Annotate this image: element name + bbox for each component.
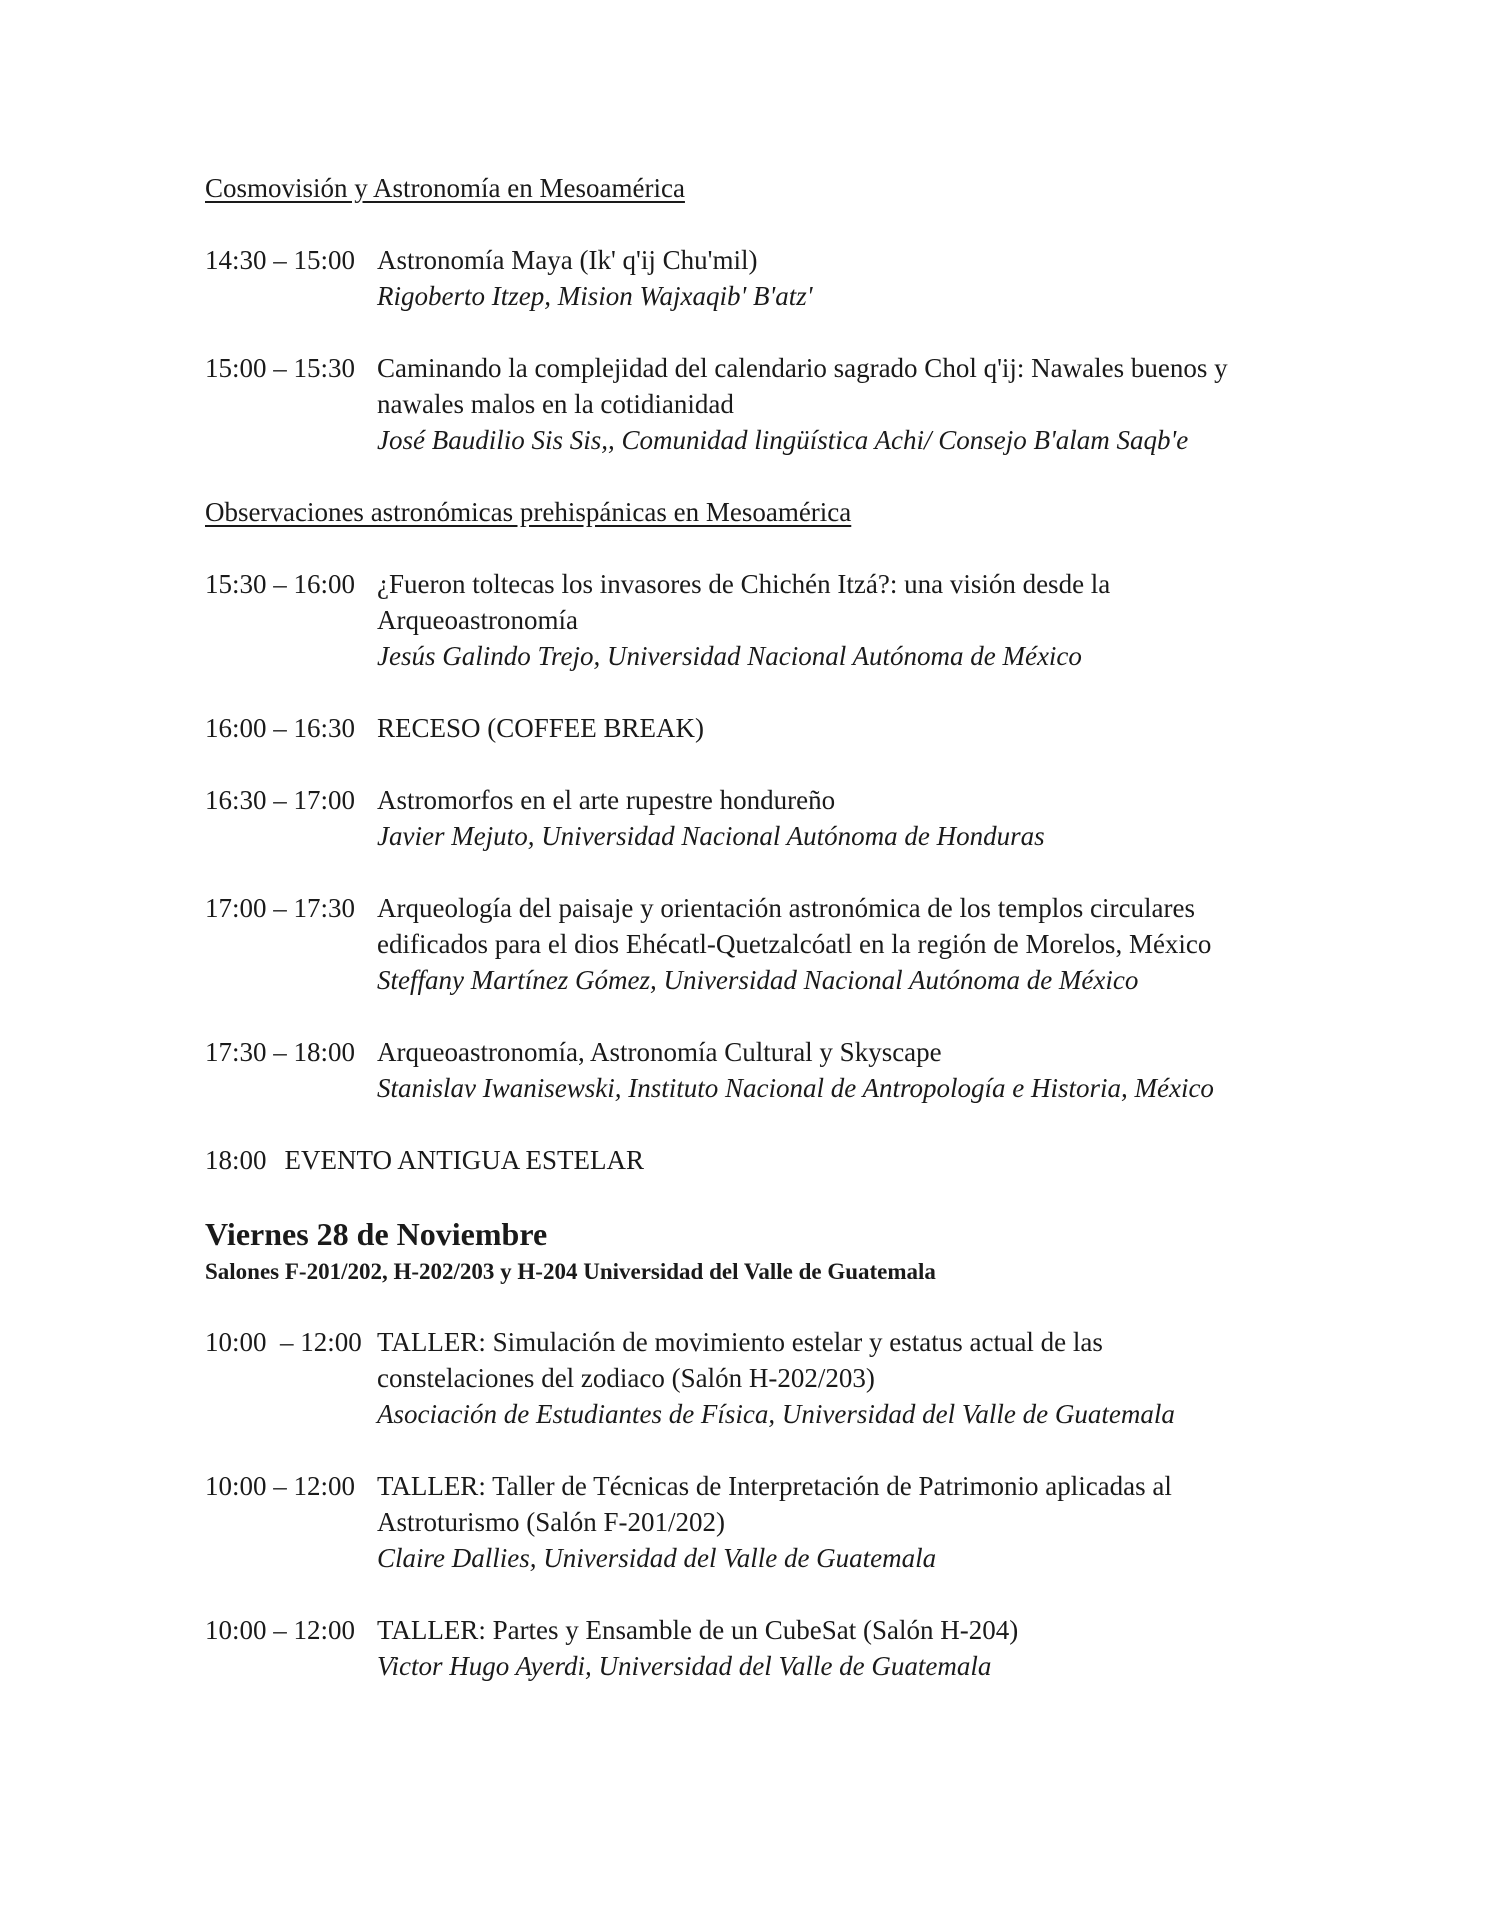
entry-title: TALLER: Taller de Técnicas de Interpretación de Patrimonio aplicadas al xyxy=(377,1471,1172,1501)
entry-title: TALLER: Simulación de movimiento estelar y estatus actual de las xyxy=(377,1327,1103,1357)
entry-title: Arqueoastronomía, Astronomía Cultural y Skyscape xyxy=(377,1037,942,1067)
entry-time: 17:00 – 17:30 xyxy=(205,893,356,923)
entry-speaker: José Baudilio Sis Sis,, Comunidad lingüística Achi/ Consejo B'alam Saqb'e xyxy=(377,425,1189,455)
program-entry xyxy=(205,782,1345,854)
entry-time: 15:00 – 15:30 xyxy=(205,353,356,383)
entry-time: 16:00 – 16:30 xyxy=(205,713,356,743)
day-title: Viernes 28 de Noviembre xyxy=(205,1216,548,1252)
entry-title: Astromorfos en el arte rupestre hondureño xyxy=(377,785,836,815)
entry-speaker: Asociación de Estudiantes de Física, Universidad del Valle de Guatemala xyxy=(377,1399,1175,1429)
entry-time: 16:30 – 17:00 xyxy=(205,785,356,815)
event-time: 18:00 xyxy=(205,1145,267,1175)
program-entry xyxy=(205,566,1345,674)
entry-title: Astroturismo (Salón F-201/202) xyxy=(377,1507,725,1537)
entry-body xyxy=(377,1324,1345,1432)
entry-title: edificados para el dios Ehécatl-Quetzalcóatl en la región de Morelos, México xyxy=(377,929,1212,959)
entry-speaker: Jesús Galindo Trejo, Universidad Nacional Autónoma de México xyxy=(377,641,1082,671)
entry-speaker: Rigoberto Itzep, Mision Wajxaqib' B'atz' xyxy=(377,281,813,311)
entry-speaker: Victor Hugo Ayerdi, Universidad del Valle de Guatemala xyxy=(377,1651,992,1681)
program-entry xyxy=(205,1612,1345,1684)
section-heading: Cosmovisión y Astronomía en Mesoamérica xyxy=(205,173,685,203)
day-location: Salones F-201/202, H-202/203 y H-204 Universidad del Valle de Guatemala xyxy=(205,1259,936,1284)
entry-time: 14:30 – 15:00 xyxy=(205,245,356,275)
entry-body xyxy=(377,1034,1345,1106)
entry-body xyxy=(377,566,1345,674)
program-event xyxy=(205,1142,1345,1178)
entry-time: 10:00 – 12:00 xyxy=(205,1471,356,1501)
entry-speaker: Stanislav Iwanisewski, Instituto Nacional de Antropología e Historia, México xyxy=(377,1073,1214,1103)
entry-body xyxy=(377,1612,1345,1684)
entry-title: Arqueoastronomía xyxy=(377,605,578,635)
entry-title: nawales malos en la cotidianidad xyxy=(377,389,734,419)
entry-title: ¿Fueron toltecas los invasores de Chichén Itzá?: una visión desde la xyxy=(377,569,1111,599)
program-entry xyxy=(205,1324,1345,1432)
entry-title: Astronomía Maya (Ik' q'ij Chu'mil) xyxy=(377,245,758,275)
entry-title: RECESO (COFFEE BREAK) xyxy=(377,713,705,743)
entry-speaker: Steffany Martínez Gómez, Universidad Nacional Autónoma de México xyxy=(377,965,1139,995)
entry-body xyxy=(377,1468,1345,1576)
event-title: EVENTO ANTIGUA ESTELAR xyxy=(284,1145,644,1175)
entry-body xyxy=(377,350,1345,458)
entry-time: 10:00 – 12:00 xyxy=(205,1615,356,1645)
entry-body xyxy=(377,890,1345,998)
entry-time: 17:30 – 18:00 xyxy=(205,1037,356,1067)
section-heading: Observaciones astronómicas prehispánicas en Mesoamérica xyxy=(205,497,852,527)
program-entry xyxy=(205,1034,1345,1106)
entry-title: constelaciones del zodiaco (Salón H-202/203) xyxy=(377,1363,875,1393)
program-entry xyxy=(205,350,1345,458)
entry-body xyxy=(377,710,1345,746)
program-entry xyxy=(205,710,1345,746)
entry-time: 15:30 – 16:00 xyxy=(205,569,356,599)
program-entry xyxy=(205,242,1345,314)
entry-title: TALLER: Partes y Ensamble de un CubeSat (Salón H-204) xyxy=(377,1615,1019,1645)
program-content xyxy=(205,170,1345,1720)
entry-body xyxy=(377,242,1345,314)
entry-body xyxy=(377,782,1345,854)
entry-speaker: Javier Mejuto, Universidad Nacional Autónoma de Honduras xyxy=(377,821,1045,851)
program-entry xyxy=(205,1468,1345,1576)
entry-speaker: Claire Dallies, Universidad del Valle de Guatemala xyxy=(377,1543,937,1573)
entry-title: Caminando la complejidad del calendario sagrado Chol q'ij: Nawales buenos y xyxy=(377,353,1228,383)
program-entry xyxy=(205,890,1345,998)
entry-time: 10:00 – 12:00 xyxy=(205,1327,362,1357)
entry-title: Arqueología del paisaje y orientación astronómica de los templos circulares xyxy=(377,893,1195,923)
